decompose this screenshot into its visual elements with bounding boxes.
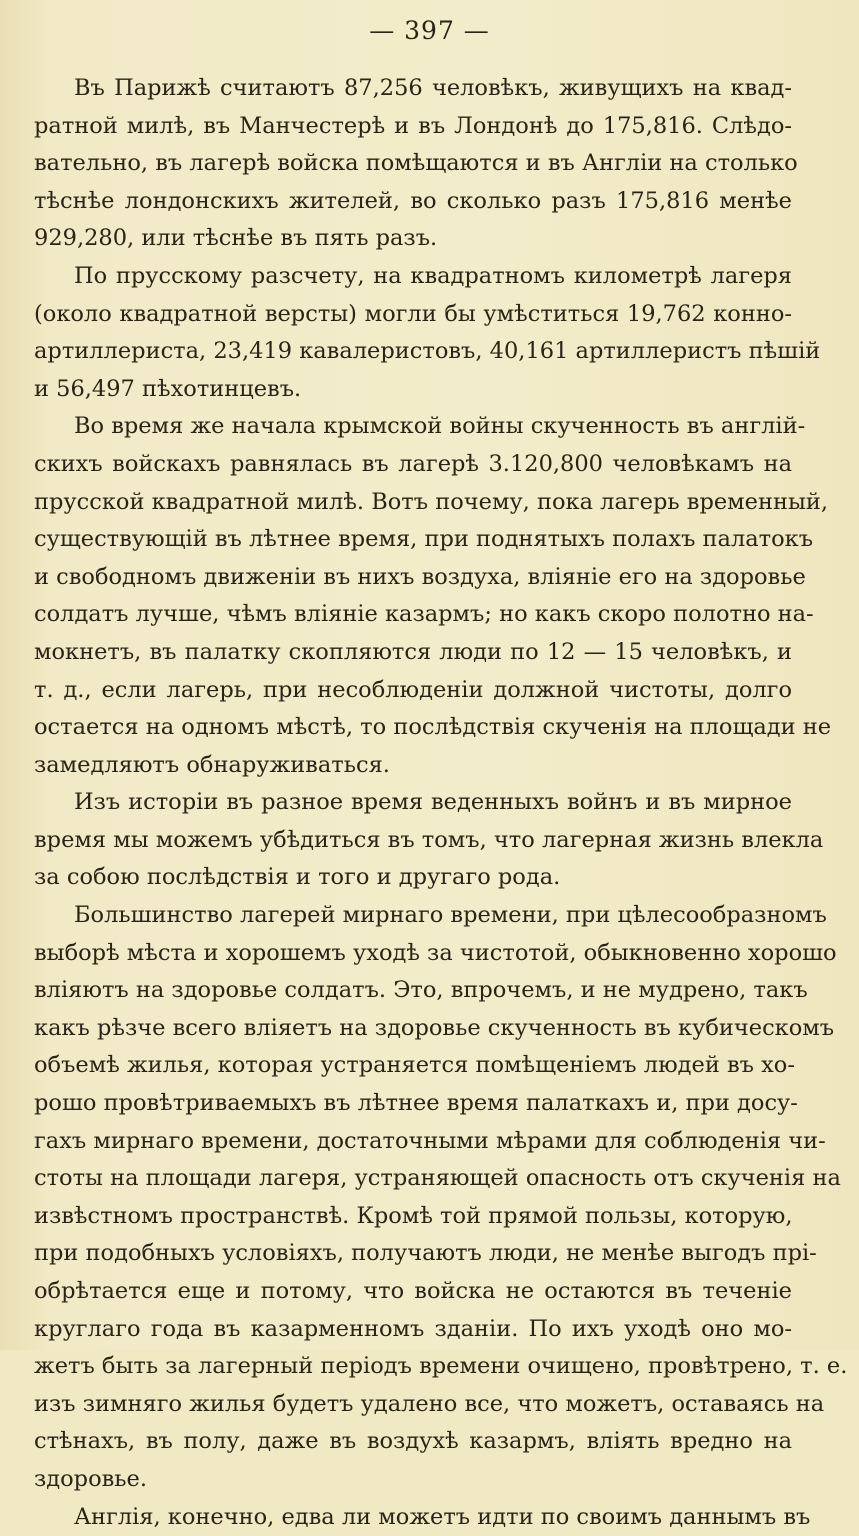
- text-line: Въ Парижѣ считаютъ 87,256 человѣкъ, живущихъ на квад-: [74, 75, 792, 101]
- text-line: время мы можемъ убѣдиться въ томъ, что лагерная жизнь влекла: [34, 826, 824, 853]
- text-line: гахъ мирнаго времени, достаточными мѣрами для соблюденія чи-: [34, 1127, 826, 1154]
- text-line: стѣнахъ, въ полу, даже въ воздухѣ казармъ, вліять вредно на: [34, 1428, 792, 1455]
- text-line: артиллериста, 23,419 кавалеристовъ, 40,161 артиллеристъ пѣшій: [34, 338, 821, 365]
- body-text: [34, 70, 848, 1536]
- text-line: солдатъ лучше, чѣмъ вліяніе казармъ; но какъ скоро полотно на-: [34, 601, 814, 628]
- text-line: т. д., если лагерь, при несоблюденіи должной чистоты, долго: [34, 676, 792, 703]
- page-number: — 397 —: [369, 16, 490, 45]
- text-line: Во время же начала крымской войны скученность въ англій-: [74, 413, 806, 440]
- paragraph: [34, 258, 821, 408]
- text-line: и 56,497 пѣхотинцевъ.: [34, 375, 302, 402]
- text-line: за собою послѣдствія и того и другаго рода.: [34, 864, 561, 891]
- text-line: остается на одномъ мѣстѣ, то послѣдствія скученія на площади не: [34, 714, 832, 741]
- text-line: замедляютъ обнаруживаться.: [34, 751, 390, 778]
- text-line: существующій въ лѣтнее время, при поднятыхъ полахъ палатокъ: [34, 526, 814, 553]
- text-line: обрѣтается еще и потому, что войска не остаются въ теченіе: [34, 1278, 792, 1304]
- text-line: вліяютъ на здоровье солдатъ. Это, впрочемъ, и не мудрено, такъ: [34, 977, 808, 1004]
- text-line: выборѣ мѣста и хорошемъ уходѣ за чистотой, обыкновенно хорошо: [34, 939, 837, 966]
- text-line: По прусскому разсчету, на квадратномъ километрѣ лагеря: [74, 262, 792, 289]
- text-line: объемѣ жилья, которая устраняется помѣщеніемъ людей въ хо-: [34, 1052, 795, 1079]
- paragraph: [34, 784, 824, 897]
- text-line: прусской квадратной милѣ. Вотъ почему, пока лагерь временный,: [34, 488, 829, 515]
- text-line: (около квадратной версты) могли бы умѣститься 19,762 конно-: [34, 300, 792, 327]
- text-line: 929,280, или тѣснѣе въ пять разъ.: [34, 225, 438, 252]
- text-line: рошо провѣтриваемыхъ въ лѣтнее время палаткахъ и, при досу-: [34, 1090, 798, 1117]
- text-line: Изъ исторіи въ разное время веденныхъ войнъ и въ мирное: [74, 789, 792, 816]
- paragraph: [34, 408, 832, 784]
- paragraph: [34, 897, 848, 1499]
- text-line: вательно, въ лагерѣ войска помѣщаются и въ Англіи на столько: [34, 150, 798, 177]
- text-line: мокнетъ, въ палатку скопляются люди по 12 — 15 человѣкъ, и: [34, 638, 792, 665]
- text-line: круглаго года въ казарменномъ зданіи. По ихъ уходѣ оно мо-: [34, 1315, 792, 1342]
- text-line: здоровье.: [34, 1465, 148, 1492]
- text-line: тѣснѣе лондонскихъ жителей, во сколько разъ 175,816 менѣе: [34, 187, 792, 214]
- text-line: жетъ быть за лагерный періодъ времени очищено, провѣтрено, т. е.: [34, 1353, 848, 1380]
- text-line: изъ зимняго жилья будетъ удалено все, что можетъ, оставаясь на: [34, 1390, 825, 1417]
- text-line: стоты на площади лагеря, устраняющей опасность отъ скученія на: [34, 1165, 841, 1192]
- text-line: скихъ войскахъ равнялась въ лагерѣ 3.120,800 человѣкамъ на: [34, 450, 792, 477]
- text-line: Англія, конечно, едва ли можетъ идти по своимъ даннымъ въ: [74, 1503, 811, 1530]
- text-line: ратной милѣ, въ Манчестерѣ и въ Лондонѣ до 175,816. Слѣдо-: [34, 112, 792, 139]
- text-line: извѣстномъ пространствѣ. Кромѣ той прямой пользы, которую,: [34, 1202, 793, 1229]
- text-line: и свободномъ движеніи въ нихъ воздуха, вліяніе его на здоровье: [34, 563, 806, 590]
- text-line: при подобныхъ условіяхъ, получаютъ люди, не менѣе выгодъ прі-: [34, 1240, 817, 1267]
- text-line: Большинство лагерей мирнаго времени, при цѣлесообразномъ: [74, 902, 827, 929]
- text-line: какъ рѣзче всего вліяетъ на здоровье скученность въ кубическомъ: [34, 1014, 835, 1041]
- paragraph: [34, 70, 798, 258]
- paragraph: [34, 1499, 811, 1536]
